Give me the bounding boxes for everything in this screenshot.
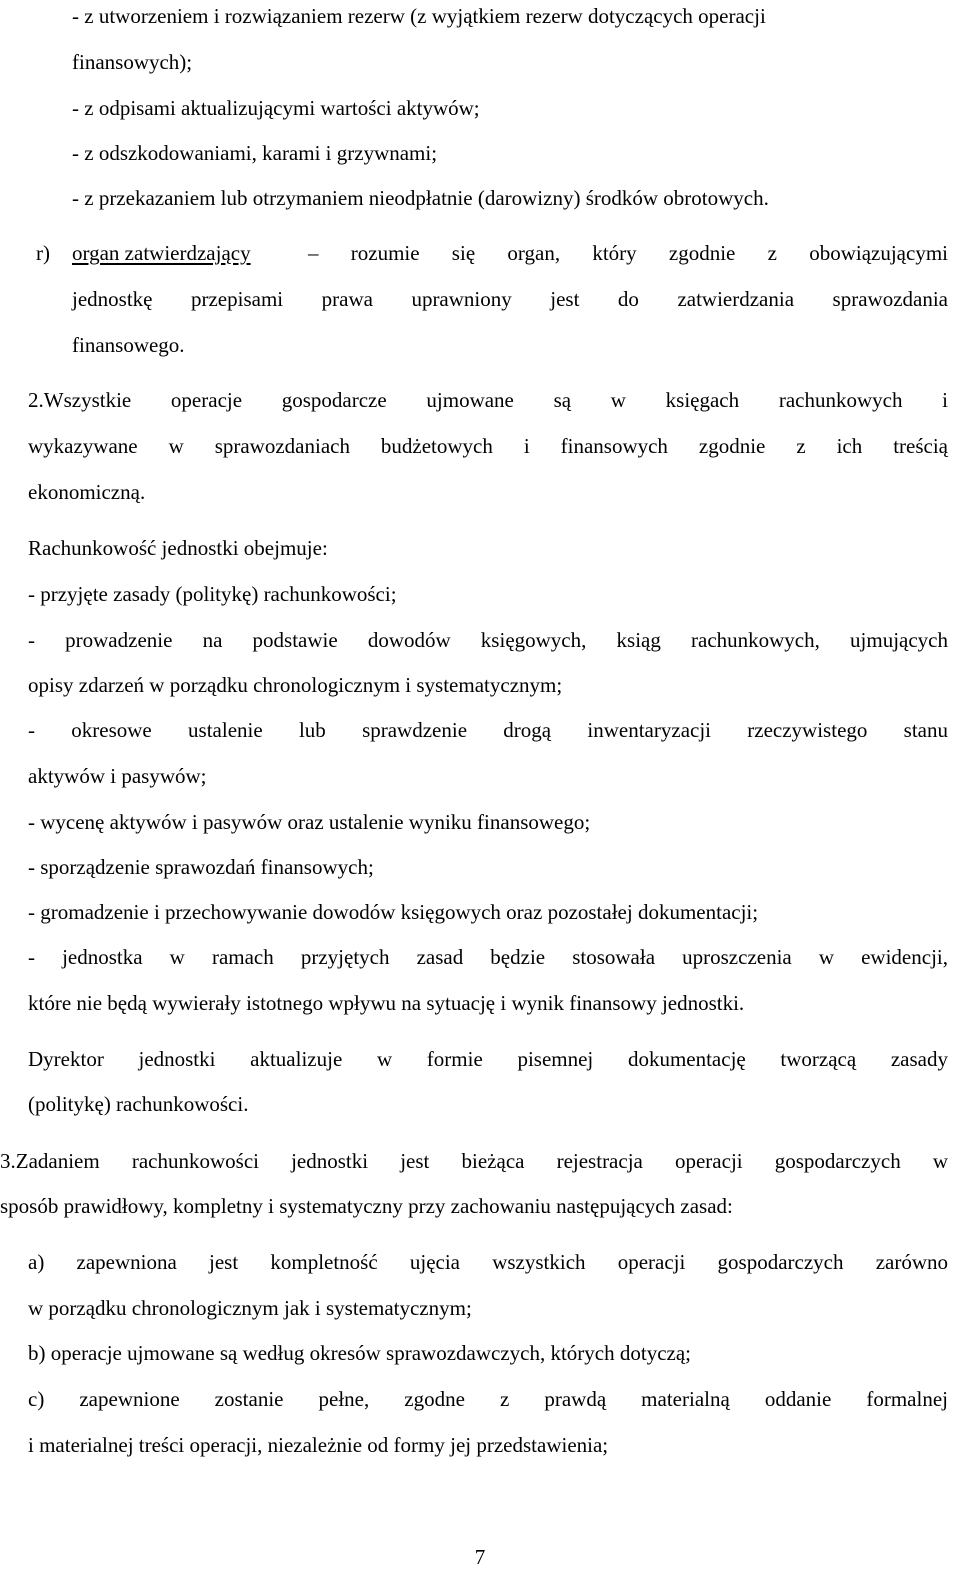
scope-line: - gromadzenie i przechowywanie dowodów księgowych oraz pozostałej dokumentacji;: [28, 900, 759, 924]
item-r-line1-rest: – rozumie się organ, który zgodnie z obowiązującymi: [308, 241, 948, 265]
director-line2: (politykę) rachunkowości.: [28, 1092, 249, 1116]
point3-item-c-line1: c) zapewnione zostanie pełne, zgodne z prawdą materialną oddanie formalnej: [28, 1387, 948, 1411]
point3-item-a-line2: w porządku chronologicznym jak i systematycznym;: [28, 1296, 472, 1320]
scope-line: - okresowe ustalenie lub sprawdzenie drogą inwentaryzacji rzeczywistego stanu: [28, 718, 948, 742]
point2-line1: 2.Wszystkie operacje gospodarcze ujmowane są w księgach rachunkowych i: [28, 388, 948, 412]
page-number: 7: [474, 1545, 486, 1569]
scope-line: - sporządzenie sprawozdań finansowych;: [28, 855, 374, 879]
point3-item-c-line2: i materialnej treści operacji, niezależnie od formy jej przedstawienia;: [28, 1433, 609, 1457]
list-line: - z utworzeniem i rozwiązaniem rezerw (z wyjątkiem rezerw dotyczących operacji: [72, 4, 766, 28]
item-r-line2: jednostkę przepisami prawa uprawniony jest do zatwierdzania sprawozdania: [72, 287, 948, 311]
item-r-term: organ zatwierdzający: [72, 241, 251, 265]
item-r-line1: [72, 243, 948, 264]
scope-intro: Rachunkowość jednostki obejmuje:: [28, 536, 328, 560]
item-r-line3: finansowego.: [72, 333, 185, 357]
scope-line: które nie będą wywierały istotnego wpływu na sytuację i wynik finansowy jednostki.: [28, 991, 745, 1015]
list-line: finansowych);: [72, 50, 193, 74]
point2-line3: ekonomiczną.: [28, 480, 146, 504]
director-line1: Dyrektor jednostki aktualizuje w formie pisemnej dokumentację tworzącą zasady: [28, 1047, 948, 1071]
scope-line: opisy zdarzeń w porządku chronologicznym i systematycznym;: [28, 673, 563, 697]
point3-item-a-line1: a) zapewniona jest kompletność ujęcia wszystkich operacji gospodarczych zarówno: [28, 1250, 948, 1274]
point2-line2: wykazywane w sprawozdaniach budżetowych i finansowych zgodnie z ich treścią: [28, 434, 948, 458]
point3-line1: 3.Zadaniem rachunkowości jednostki jest bieżąca rejestracja operacji gospodarczych w: [0, 1149, 948, 1173]
scope-line: - jednostka w ramach przyjętych zasad będzie stosowała uproszczenia w ewidencji,: [28, 945, 948, 969]
scope-line: - prowadzenie na podstawie dowodów księgowych, ksiąg rachunkowych, ujmujących: [28, 628, 948, 652]
scope-line: - przyjęte zasady (politykę) rachunkowości;: [28, 582, 397, 606]
item-r-marker: r): [36, 241, 50, 265]
scope-line: - wycenę aktywów i pasywów oraz ustalenie wyniku finansowego;: [28, 810, 591, 834]
list-line: - z odpisami aktualizującymi wartości aktywów;: [72, 96, 480, 120]
point3-item-b: b) operacje ujmowane są według okresów sprawozdawczych, których dotyczą;: [28, 1341, 691, 1365]
point3-line2: sposób prawidłowy, kompletny i systematyczny przy zachowaniu następujących zasad:: [0, 1194, 733, 1218]
scope-line: aktywów i pasywów;: [28, 764, 207, 788]
list-line: - z przekazaniem lub otrzymaniem nieodpłatnie (darowizny) środków obrotowych.: [72, 186, 769, 210]
list-line: - z odszkodowaniami, karami i grzywnami;: [72, 141, 438, 165]
